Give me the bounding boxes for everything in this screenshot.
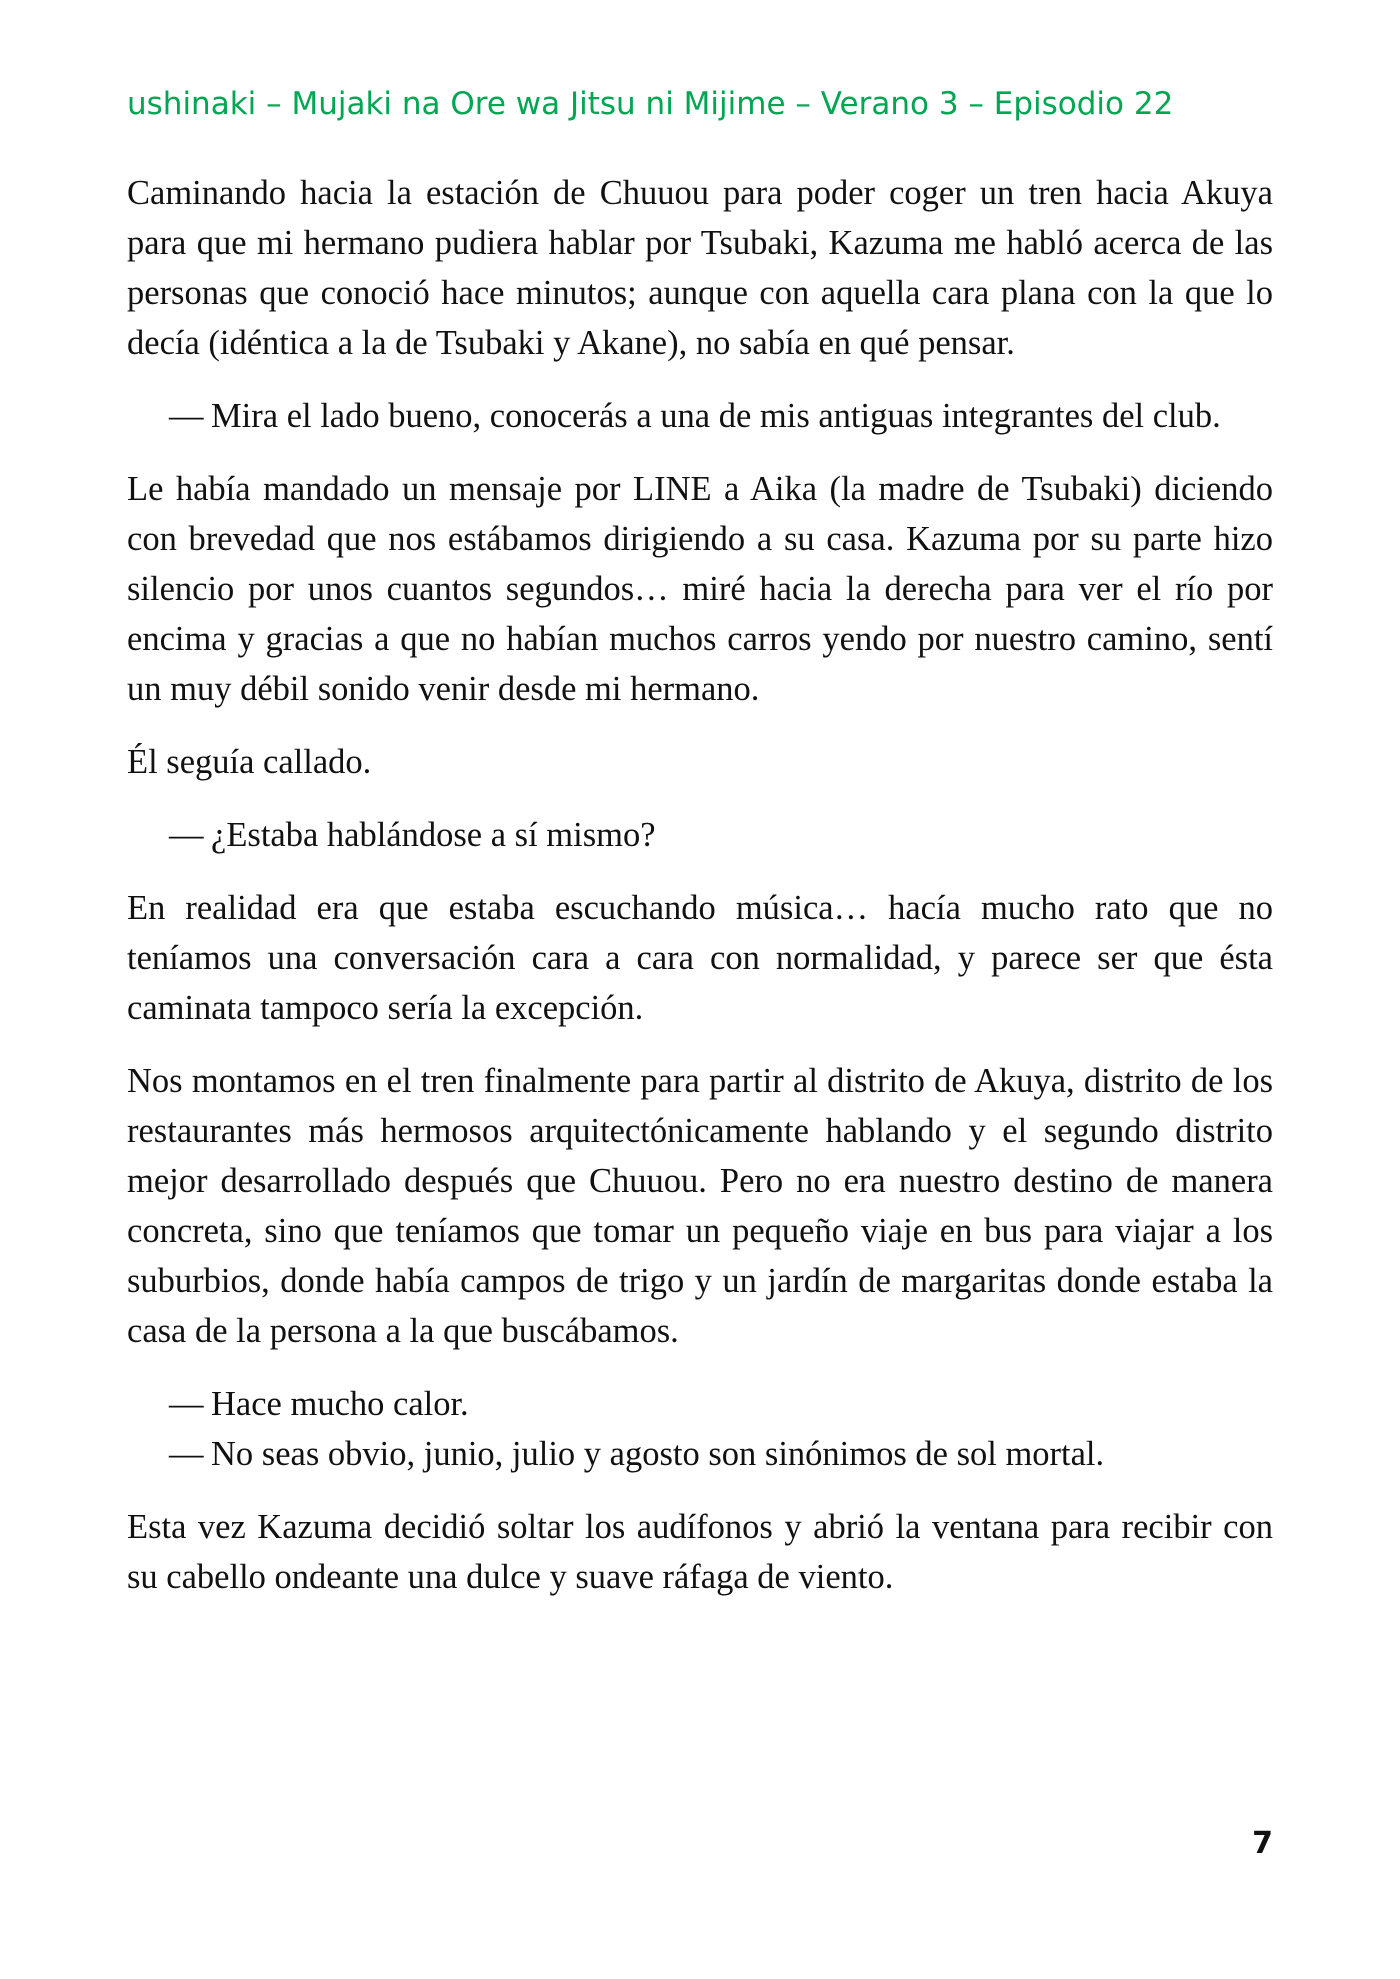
paragraph: Esta vez Kazuma decidió soltar los audífonos y abrió la ventana para recibir con su cabello ondeante una dulce y suave ráfaga de viento. — [127, 1508, 1273, 1596]
running-header: ushinaki – Mujaki na Ore wa Jitsu ni Mijime – Verano 3 – Episodio 22 — [127, 86, 1174, 122]
paragraph: Nos montamos en el tren finalmente para partir al distrito de Akuya, distrito de los restaurantes más hermosos arquitectónicamente hablando y el segundo distrito mejor desarrollado después que Chuuou. Pero no era nuestro destino de manera concreta, sino que teníamos que tomar un pequeño viaje en bus para viajar a los suburbios, donde había campos de trigo y un jardín de margaritas donde estaba la casa de la persona a la que buscábamos. — [127, 1062, 1273, 1350]
dialogue-text: No seas obvio, junio, julio y agosto son sinónimos de sol mortal. — [211, 1435, 1105, 1473]
dialogue-dash: — — [169, 1435, 204, 1473]
paragraph: Él seguía callado. — [127, 743, 372, 781]
dialogue-line — [127, 810, 1273, 860]
dialogue-text: ¿Estaba hablándose a sí mismo? — [211, 816, 656, 854]
dialogue-line — [127, 391, 1273, 441]
paragraph: Le había mandado un mensaje por LINE a Aika (la madre de Tsubaki) diciendo con brevedad que nos estábamos dirigiendo a su casa. Kazuma por su parte hizo silencio por unos cuantos segundos… miré hacia la derecha para ver el río por encima y gracias a que no habían muchos carros yendo por nuestro camino, sentí un muy débil sonido venir desde mi hermano. — [127, 470, 1273, 708]
dialogue-dash: — — [169, 397, 204, 435]
paragraph: Caminando hacia la estación de Chuuou para poder coger un tren hacia Akuya para que mi hermano pudiera hablar por Tsubaki, Kazuma me habló acerca de las personas que conoció hace minutos; aunque con aquella cara plana con la que lo decía (idéntica a la de Tsubaki y Akane), no sabía en qué pensar. — [127, 174, 1273, 362]
dialogue-text: Mira el lado bueno, conocerás a una de mis antiguas integrantes del club. — [211, 397, 1221, 435]
dialogue-dash: — — [169, 816, 204, 854]
dialogue-dash: — — [169, 1385, 204, 1423]
paragraph: En realidad era que estaba escuchando música… hacía mucho rato que no teníamos una conversación cara a cara con normalidad, y parece ser que ésta caminata tampoco sería la excepción. — [127, 889, 1273, 1027]
page-number: 7 — [1252, 1826, 1273, 1861]
dialogue-text: Hace mucho calor. — [211, 1385, 469, 1423]
dialogue-group — [127, 1379, 1273, 1479]
dialogue-line — [127, 1429, 1273, 1479]
body-text — [127, 168, 1273, 1625]
dialogue-line — [127, 1379, 1273, 1429]
